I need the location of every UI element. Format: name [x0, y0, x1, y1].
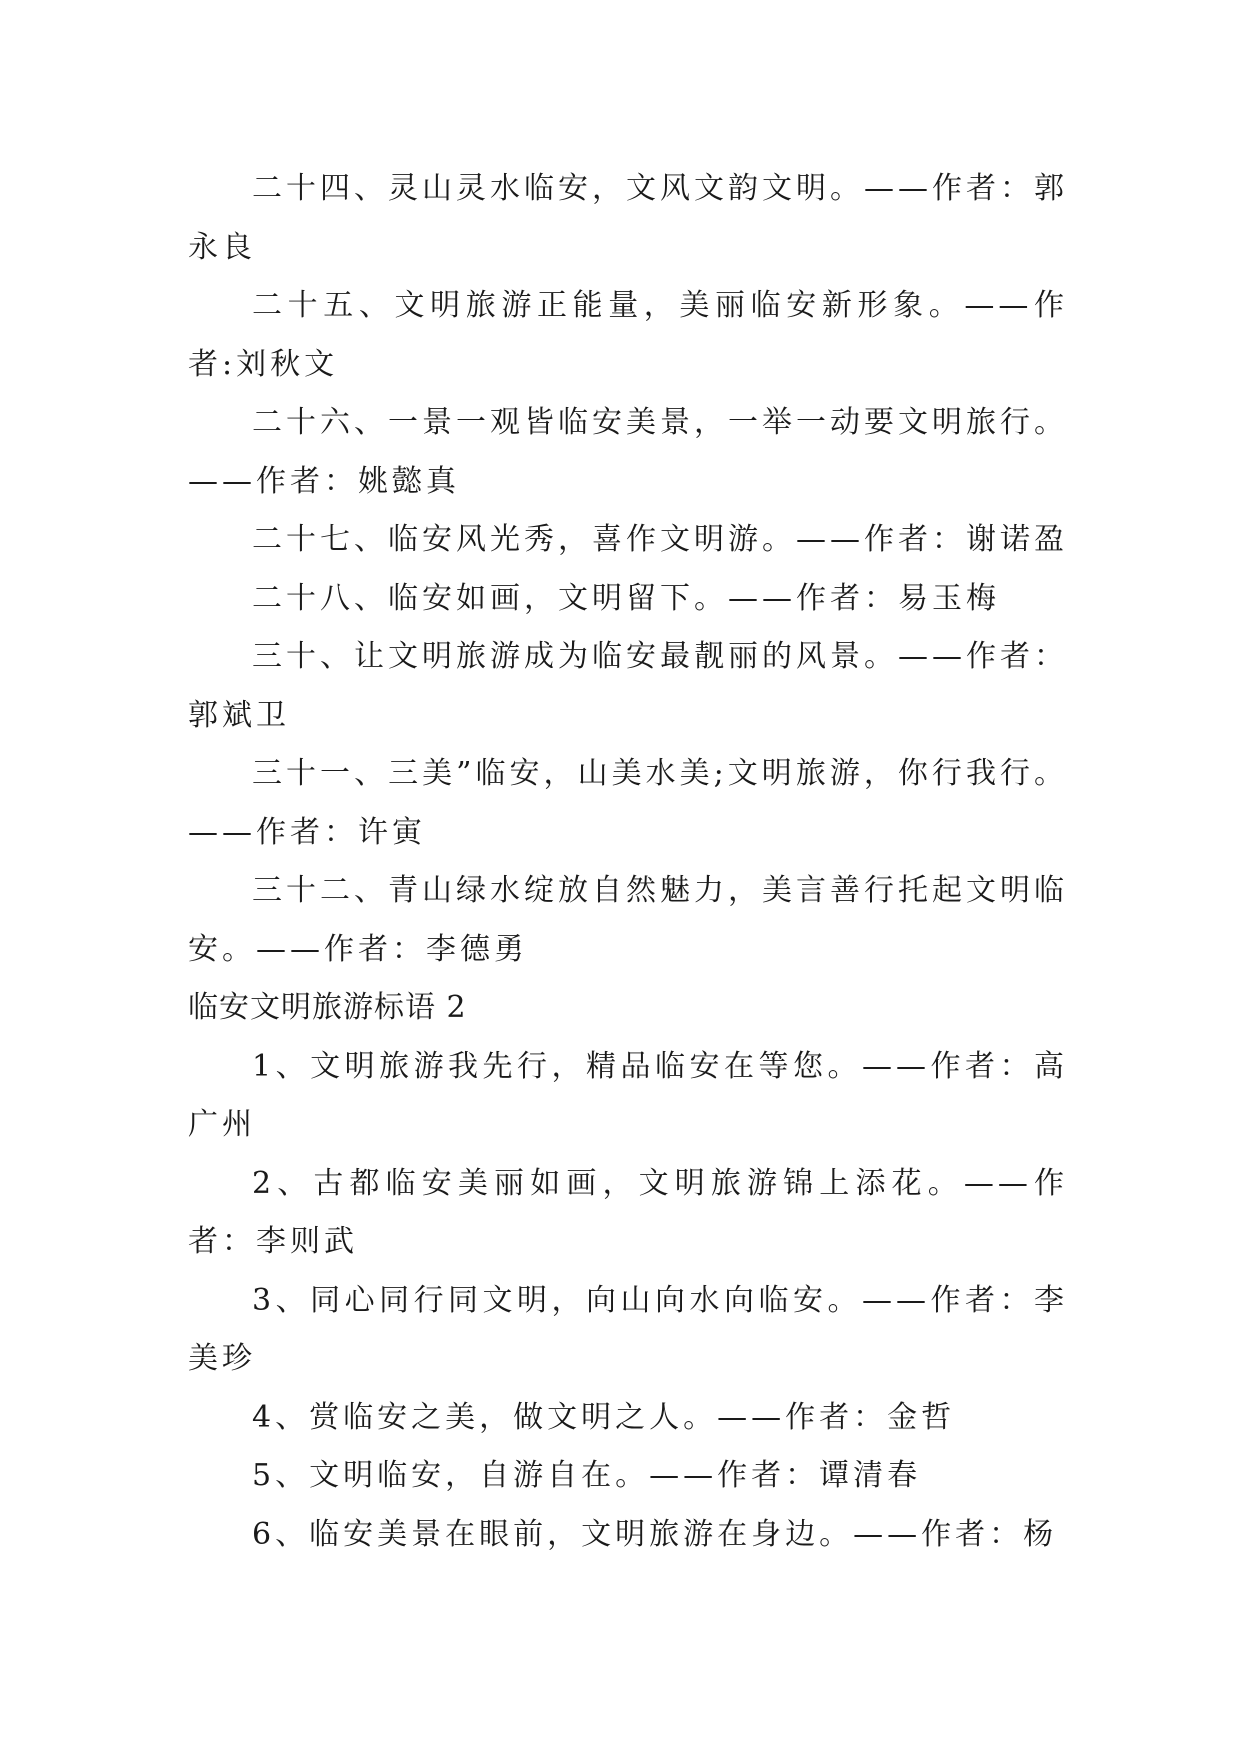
- slogan-paragraph: 3、同心同行同文明，向山向水向临安。——作者：李美珍: [188, 1282, 1068, 1376]
- section-heading: 临安文明旅游标语 2: [188, 990, 467, 1025]
- slogan-paragraph: 三十、让文明旅游成为临安最靓丽的风景。——作者：郭斌卫: [188, 639, 1068, 733]
- slogan-paragraph: 二十七、临安风光秀，喜作文明游。——作者：谢诺盈: [252, 522, 1068, 557]
- slogan-paragraph: 4、赏临安之美，做文明之人。——作者：金哲: [252, 1399, 956, 1435]
- slogan-paragraph: 二十四、灵山灵水临安，文风文韵文明。——作者：郭永良: [188, 171, 1068, 265]
- slogan-paragraph: 5、文明临安，自游自在。——作者：谭清春: [252, 1458, 922, 1493]
- slogan-paragraph: 二十八、临安如画，文明留下。——作者：易玉梅: [252, 580, 1000, 616]
- slogan-paragraph: 1、文明旅游我先行，精品临安在等您。——作者：高广州: [188, 1048, 1068, 1142]
- slogan-paragraph: 6、临安美景在眼前，文明旅游在身边。——作者：杨: [252, 1516, 1058, 1552]
- slogan-paragraph: 三十一、三美”临安，山美水美;文明旅游，你行我行。——作者：许寅: [188, 756, 1068, 850]
- slogan-paragraph: 二十五、文明旅游正能量，美丽临安新形象。——作者:刘秋文: [188, 288, 1068, 382]
- slogan-paragraph: 2、古都临安美丽如画，文明旅游锦上添花。——作者：李则武: [188, 1165, 1068, 1259]
- slogan-paragraph: 二十六、一景一观皆临安美景，一举一动要文明旅行。——作者：姚懿真: [188, 405, 1068, 499]
- slogan-paragraph: 三十二、青山绿水绽放自然魅力，美言善行托起文明临安。——作者：李德勇: [188, 873, 1068, 967]
- document-body: [188, 160, 1068, 1564]
